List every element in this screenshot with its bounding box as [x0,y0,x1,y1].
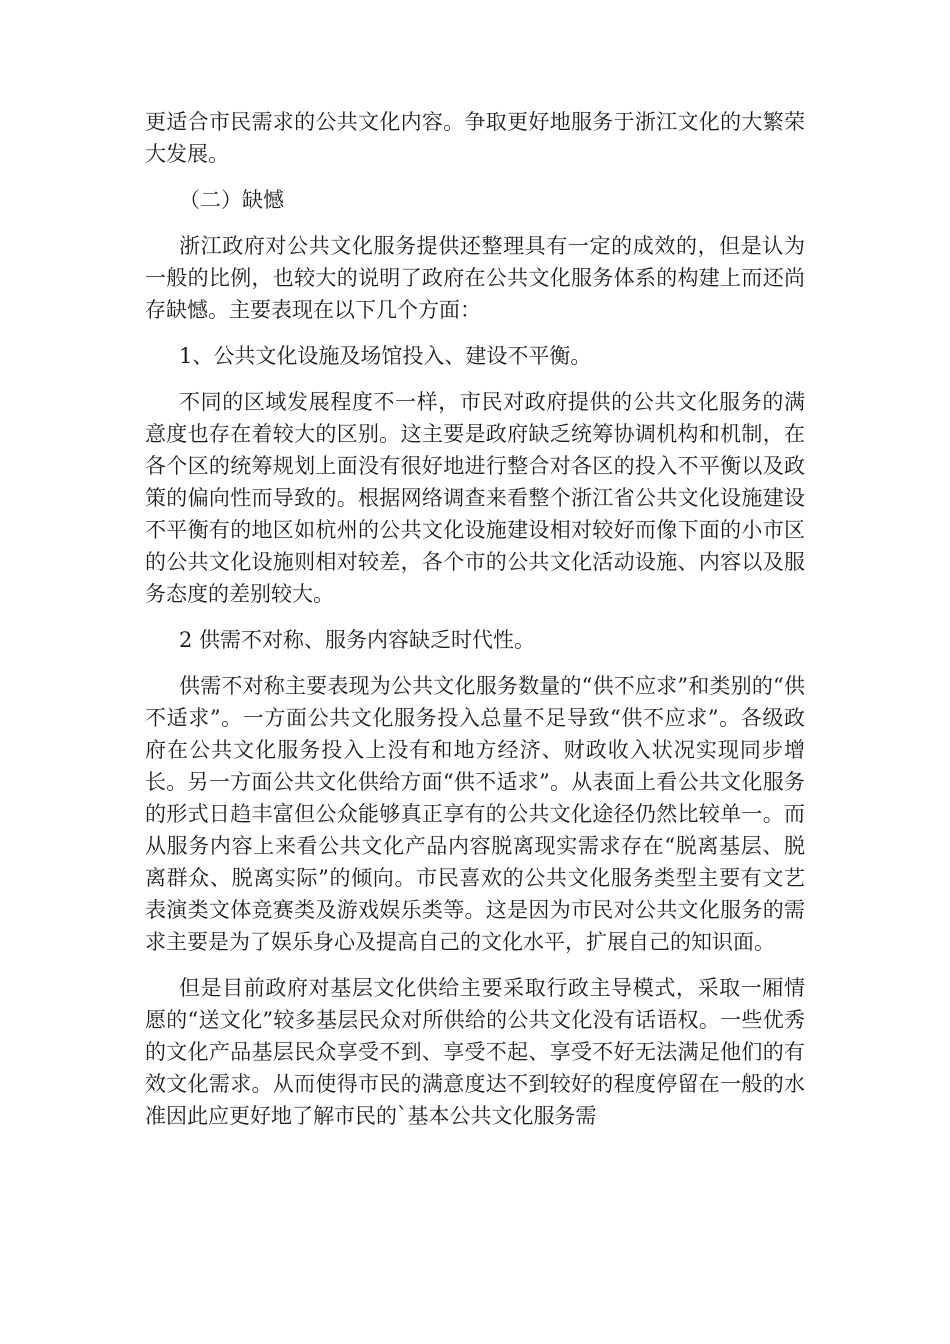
section-heading-shortcomings: （二）缺憾 [179,188,284,212]
paragraph-regional-differences: 不同的区域发展程度不一样，市民对政府提供的公共文化服务的满意度也存在着较大的区别。这主要是政府缺乏统筹协调机构和机制，在各个区的统筹规划上面没有很好地进行整合对各区的投入不平衡以及政策的偏向性而导致的。根据网络调查来看整个浙江省公共文化设施建设不平衡有的地区如杭州的公共文化设施建设相对较好而像下面的小市区的公共文化设施则相对较差，各个市的公共文化活动设施、内容以及服务态度的差别较大。 [145,390,805,606]
document-body [145,106,805,1146]
subheading-facilities-imbalance: 1、公共文化设施及场馆投入、建设不平衡。 [179,344,592,368]
paragraph-continuation: 更适合市民需求的公共文化内容。争取更好地服务于浙江文化的大繁荣大发展。 [145,110,805,166]
paragraph-supply-demand: 供需不对称主要表现为公共文化服务数量的“供不应求”和类别的“供不适求”。一方面公共文化服务投入总量不足导致“供不应求”。各级政府在公共文化服务投入上没有和地方经济、财政收入状况实现同步增长。另一方面公共文化供给方面“供不适求”。从表面上看公共文化服务的形式日趋丰富但公众能够真正享有的公共文化途径仍然比较单一。而从服务内容上来看公共文化产品内容脱离现实需求存在“脱离基层、脱离群众、脱离实际”的倾向。市民喜欢的公共文化服务类型主要有文艺表演类文体竞赛类及游戏娱乐类等。这是因为市民对公共文化服务的需求主要是为了娱乐身心及提高自己的文化水平，扩展自己的知识面。 [145,674,805,954]
subheading-supply-demand: 2 供需不对称、服务内容缺乏时代性。 [179,628,536,652]
paragraph-intro: 浙江政府对公共文化服务提供还整理具有一定的成效的，但是认为一般的比例，也较大的说明了政府在公共文化服务体系的构建上而还尚存缺憾。主要表现在以下几个方面： [145,234,805,322]
paragraph-grassroots-supply: 但是目前政府对基层文化供给主要采取行政主导模式，采取一厢情愿的“送文化”较多基层民众对所供给的公共文化没有话语权。一些优秀的文化产品基层民众享受不到、享受不起、享受不好无法满足他们的有效文化需求。从而使得市民的满意度达不到较好的程度停留在一般的水准因此应更好地了解市民的`基本公共文化服务需 [145,976,805,1128]
